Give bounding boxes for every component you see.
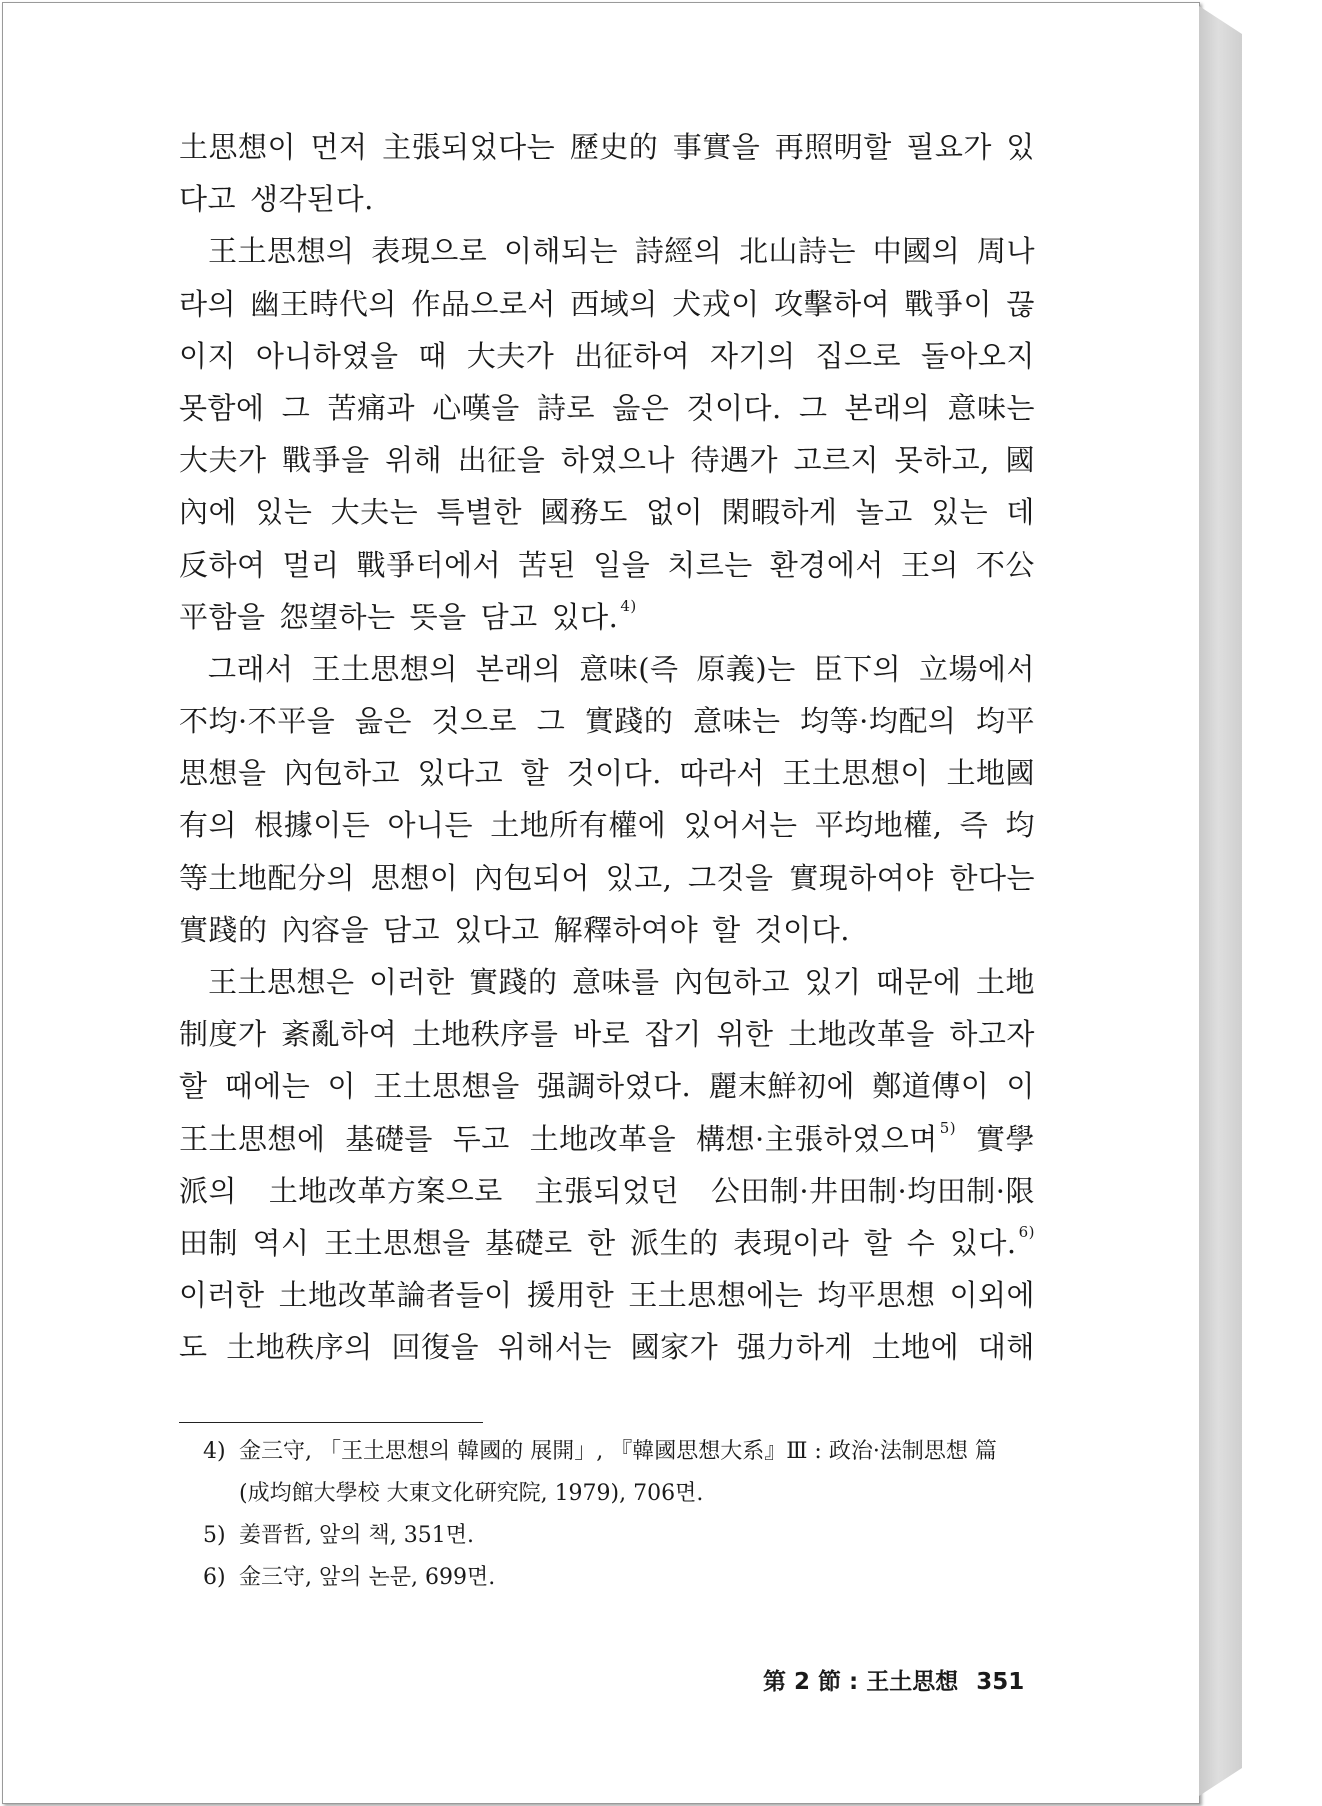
text-line: 라의 幽王時代의 作品으로서 西域의 犬戎이 攻擊하여 戰爭이 끊 <box>179 286 1035 321</box>
book-page <box>2 2 1200 1804</box>
footnote <box>203 1473 1039 1515</box>
text-line: 다고 생각된다. <box>179 182 374 217</box>
footnotes <box>203 1431 1039 1599</box>
text-line: 王土思想은 이러한 實踐的 意味를 內包하고 있기 때문에 土地 <box>208 965 1035 999</box>
page-number: 351 <box>976 1669 1025 1695</box>
text-line: 派의 土地改革方案으로 主張되었던 公田制·井田制·均田制·限 <box>179 1173 1035 1208</box>
text-line: 이지 아니하였을 때 大夫가 出征하여 자기의 집으로 돌아오지 <box>179 338 1035 373</box>
footnote <box>203 1557 1039 1599</box>
text-line: 王土思想의 表現으로 이해되는 詩經의 北山詩는 中國의 周나 <box>208 234 1035 269</box>
text-line: 反하여 멀리 戰爭터에서 苦된 일을 치르는 환경에서 王의 不公 <box>179 547 1035 582</box>
text-line: 이러한 土地改革論者들이 援用한 王土思想에는 均平思想 이외에 <box>179 1278 1035 1313</box>
text-line: 實踐的 內容을 담고 있다고 解釋하여야 할 것이다. <box>179 912 850 947</box>
text-line: 大夫가 戰爭을 위해 出征을 하였으나 待遇가 고르지 못하고, 國 <box>179 443 1035 478</box>
footnote <box>203 1515 1039 1557</box>
footnote-text: 金三守, 「王土思想의 韓國的 展開」, 『韓國思想大系』Ⅲ : 政治·法制思想 篇 <box>239 1439 997 1464</box>
footnote-ref: 6) <box>1018 1222 1035 1241</box>
footnote-ref: 5) <box>939 1118 957 1137</box>
body-text <box>179 121 1035 1374</box>
footnote <box>203 1431 1039 1473</box>
text-line: 制度가 紊亂하여 土地秩序를 바로 잡기 위한 土地改革을 하고자 <box>179 1017 1035 1052</box>
page-stack-edge <box>1199 6 1242 1796</box>
footnote-number: 6) <box>203 1565 226 1590</box>
text-line: 平함을 怨望하는 뜻을 담고 있다. $^{4)}$ <box>179 596 637 634</box>
text-line: 田制 역시 王土思想을 基礎로 한 派生的 表現이라 할 수 있다. $^{6)}$ <box>179 1222 1035 1260</box>
footnote-text: 金三守, 앞의 논문, 699면. <box>239 1565 496 1590</box>
footnote-number: 4) <box>203 1439 226 1464</box>
text-line: 內에 있는 大夫는 특별한 國務도 없이 閑暇하게 놀고 있는 데 <box>179 495 1035 530</box>
text-line: 그래서 王土思想의 본래의 意味(즉 原義)는 臣下의 立場에서 <box>208 651 1035 686</box>
footnote-ref: 4) <box>620 596 637 615</box>
text-line: 도 土地秩序의 回復을 위해서는 國家가 强力하게 土地에 대해 <box>179 1330 1035 1365</box>
footnote-text: 姜晋哲, 앞의 책, 351면. <box>239 1523 474 1548</box>
text-line: 有의 根據이든 아니든 土地所有權에 있어서는 平均地權, 즉 均 <box>179 808 1035 843</box>
footnote-text: (成均館大學校 大東文化硏究院, 1979), 706면. <box>239 1481 704 1506</box>
text-line: 王土思想에 基礎를 두고 土地改革을 構想·主張하였으며 $^{5)}$ 實學 <box>179 1118 1035 1156</box>
text-line: 不均·不平을 읊은 것으로 그 實踐的 意味는 均等·均配의 均平 <box>179 704 1035 739</box>
section-title: 第 2 節 : 王土思想 <box>763 1669 959 1695</box>
running-head <box>763 1663 1024 1696</box>
text-line: 土思想이 먼저 主張되었다는 歷史的 事實을 再照明할 필요가 있 <box>179 130 1035 164</box>
text-line: 等土地配分의 思想이 內包되어 있고, 그것을 實現하여야 한다는 <box>179 860 1035 895</box>
footnote-rule <box>179 1422 483 1423</box>
footnote-number: 5) <box>203 1523 226 1548</box>
text-line: 思想을 內包하고 있다고 할 것이다. 따라서 王土思想이 土地國 <box>179 756 1035 791</box>
text-line: 못함에 그 苦痛과 心嘆을 詩로 읊은 것이다. 그 본래의 意味는 <box>179 390 1035 425</box>
text-line: 할 때에는 이 王土思想을 强調하였다. 麗末鮮初에 鄭道傳이 이 <box>179 1069 1035 1104</box>
